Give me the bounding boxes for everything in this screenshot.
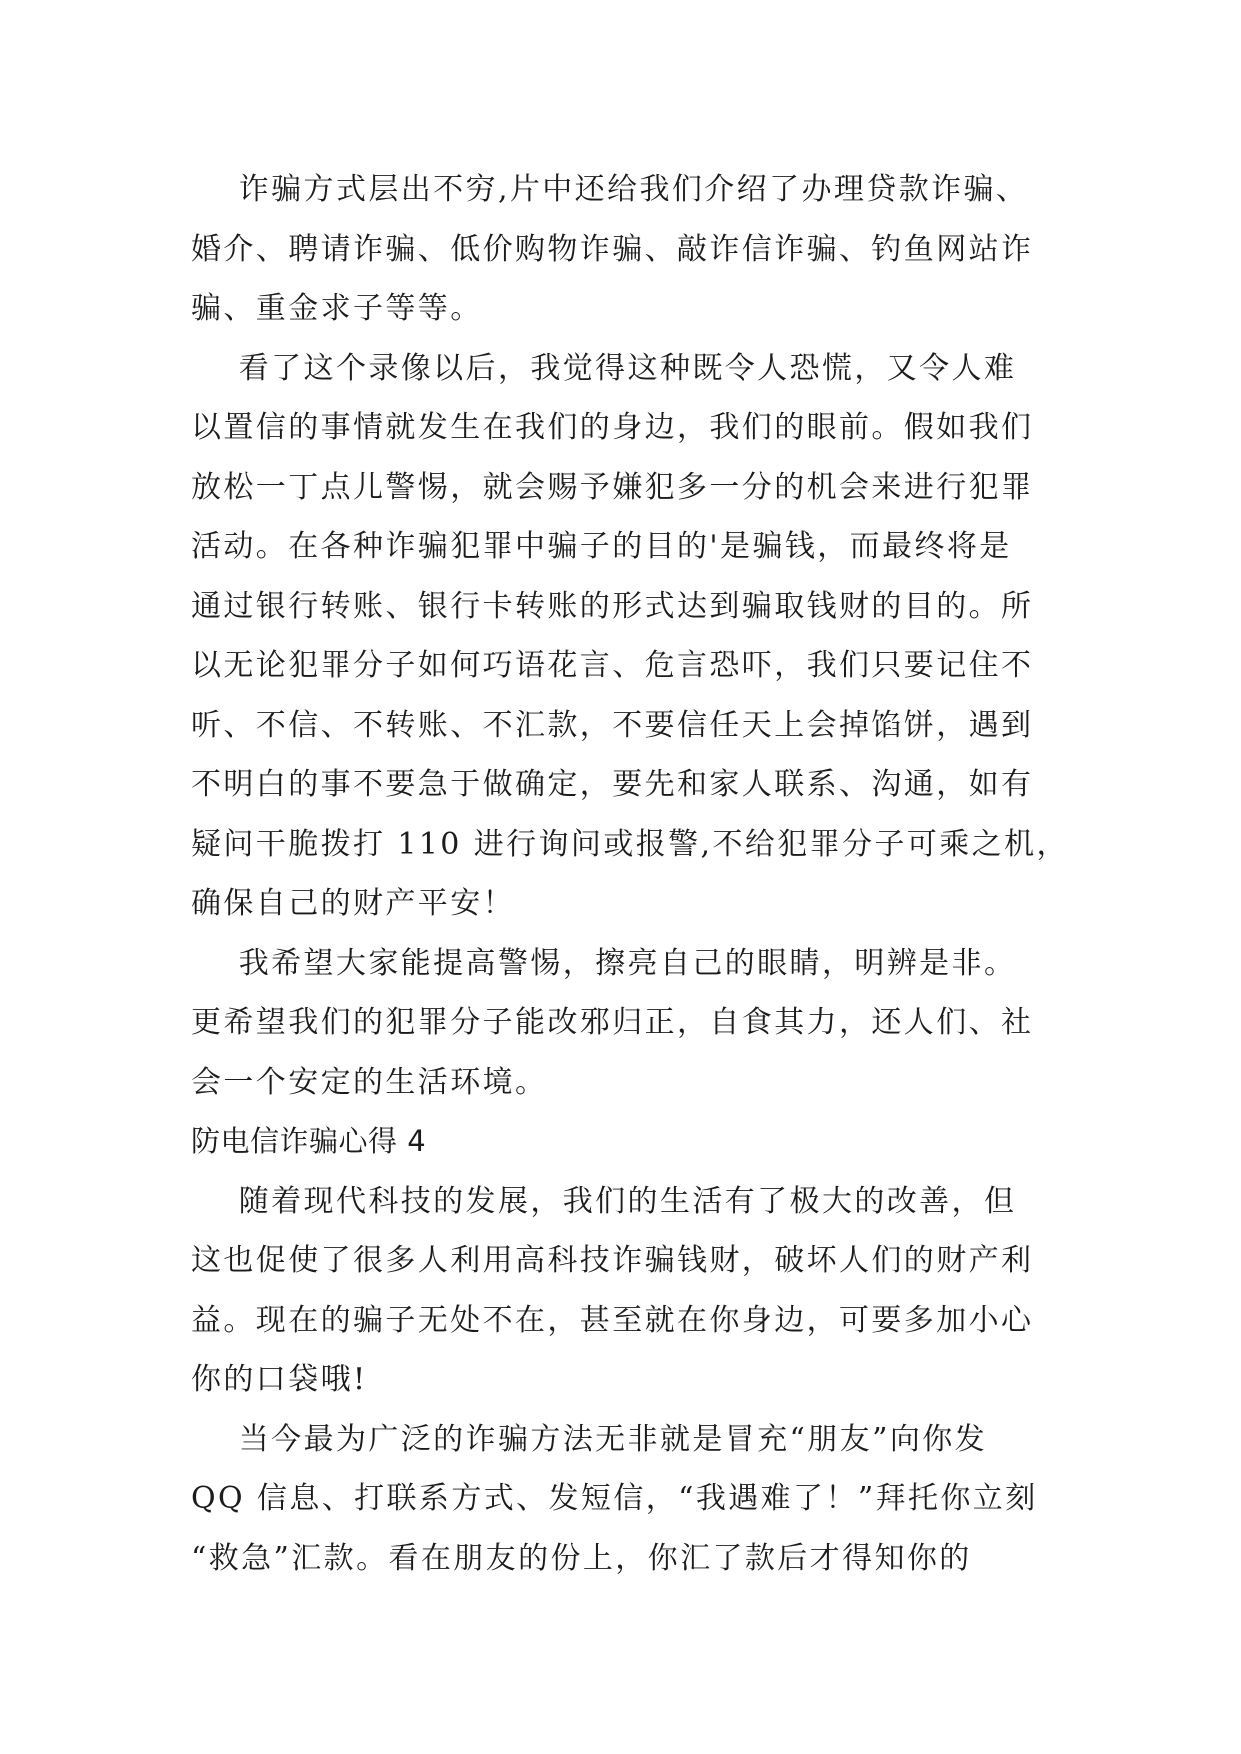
text-line: “救急”汇款。看在朋友的份上，你汇了款后才得知你的 — [191, 1540, 972, 1576]
text-line: 会一个安定的生活环境。 — [191, 1064, 548, 1100]
text-line: 通过银行转账、银行卡转账的形式达到骗取钱财的目的。所 — [191, 588, 1034, 624]
text-line: 听、不信、不转账、不汇款，不要信任天上会掉馅饼，遇到 — [191, 707, 1034, 743]
text-line: 骗、重金求子等等。 — [191, 291, 483, 326]
text-line: 以置信的事情就发生在我们的身边，我们的眼前。假如我们 — [191, 410, 1034, 445]
text-line: 你的口袋哦! — [191, 1362, 368, 1397]
text-line: 这也促使了很多人利用高科技诈骗钱财，破坏人们的财产利 — [191, 1243, 1034, 1278]
text-line: 看了这个录像以后，我觉得这种既令人恐慌，又令人难 — [191, 350, 1017, 386]
text-line: 以无论犯罪分子如何巧语花言、危言恐吓，我们只要记住不 — [191, 648, 1034, 683]
document-body — [191, 160, 1071, 1588]
text-line: QQ 信息、打联系方式、发短信，“我遇难了！”拜托你立刻 — [191, 1481, 1038, 1516]
text-line: 疑问干脆拨打 110 进行询问或报警,不给犯罪分子可乘之机， — [191, 826, 1069, 862]
text-line: 当今最为广泛的诈骗方法无非就是冒充“朋友”向你发 — [191, 1421, 988, 1457]
section-heading: 防电信诈骗心得 4 — [191, 1124, 427, 1158]
text-line: 我希望大家能提高警惕，擦亮自己的眼睛，明辨是非。 — [191, 945, 1017, 981]
text-line: 确保自己的财产平安！ — [191, 886, 515, 921]
text-line: 放松一丁点儿警惕，就会赐予嫌犯多一分的机会来进行犯罪 — [191, 469, 1034, 505]
text-line: 婚介、聘请诈骗、低价购物诈骗、敲诈信诈骗、钓鱼网站诈 — [191, 231, 1034, 267]
text-line: 更希望我们的犯罪分子能改邪归正，自食其力，还人们、社 — [191, 1005, 1034, 1040]
text-line: 诈骗方式层出不穷,片中还给我们介绍了办理贷款诈骗、 — [191, 172, 1029, 207]
text-line: 活动。在各种诈骗犯罪中骗子的目的'是骗钱，而最终将是 — [191, 529, 1012, 564]
text-line: 随着现代科技的发展，我们的生活有了极大的改善，但 — [191, 1183, 1017, 1219]
text-line: 不明白的事不要急于做确定，要先和家人联系、沟通，如有 — [191, 767, 1034, 802]
text-line: 益。现在的骗子无处不在，甚至就在你身边，可要多加小心 — [191, 1302, 1034, 1338]
